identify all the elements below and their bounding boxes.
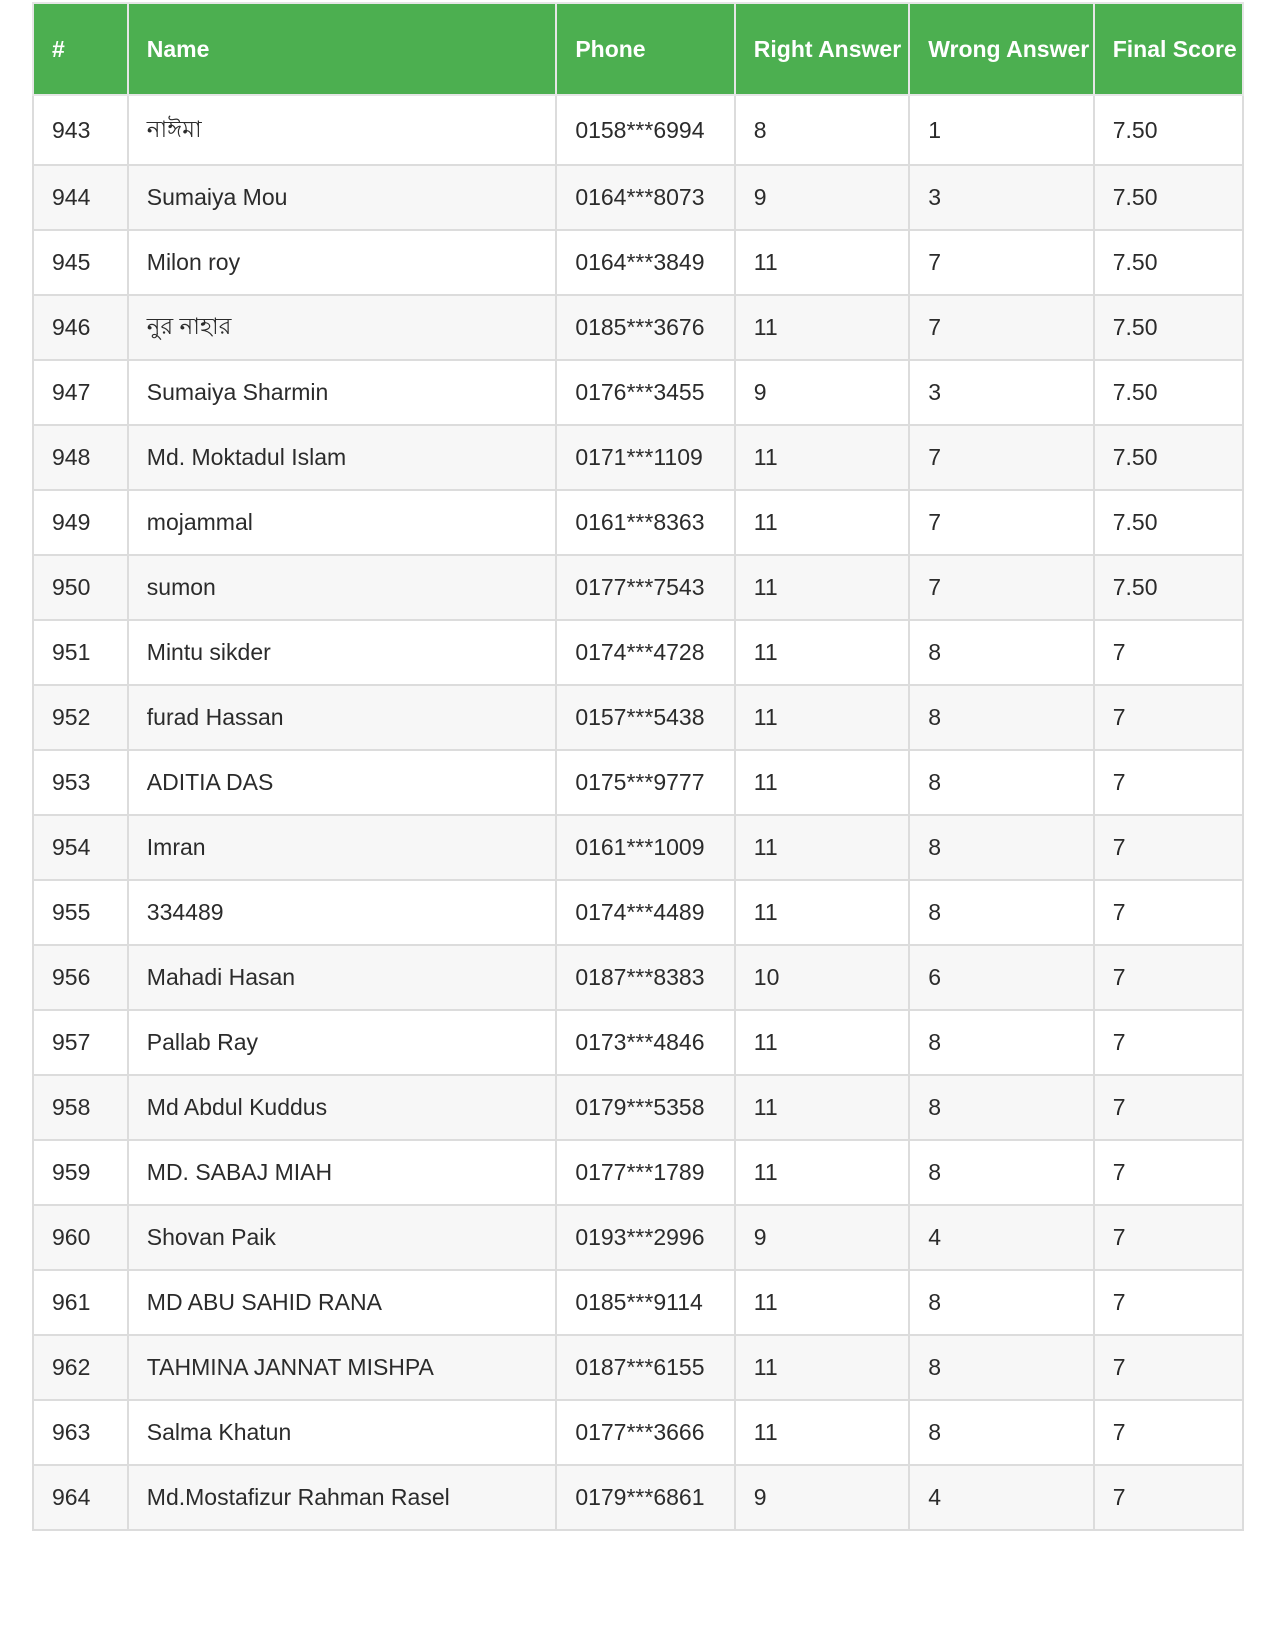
name-cell: furad Hassan	[128, 685, 557, 750]
table-row	[33, 620, 1243, 685]
phone-cell: 0177***3666	[556, 1400, 734, 1465]
rank-cell: 955	[33, 880, 128, 945]
table-row	[33, 685, 1243, 750]
right-answer-cell: 11	[735, 815, 909, 880]
table-row	[33, 95, 1243, 165]
final-score-cell: 7.50	[1094, 555, 1243, 620]
name-cell: Md.Mostafizur Rahman Rasel	[128, 1465, 557, 1530]
final-score-cell: 7.50	[1094, 165, 1243, 230]
table-row	[33, 295, 1243, 360]
phone-cell: 0185***3676	[556, 295, 734, 360]
rank-cell: 961	[33, 1270, 128, 1335]
rank-cell: 952	[33, 685, 128, 750]
final-score-cell: 7	[1094, 1465, 1243, 1530]
phone-cell: 0161***1009	[556, 815, 734, 880]
table-header	[33, 3, 1243, 95]
rank-cell: 964	[33, 1465, 128, 1530]
final-score-cell: 7.50	[1094, 425, 1243, 490]
phone-cell: 0176***3455	[556, 360, 734, 425]
name-cell: Milon roy	[128, 230, 557, 295]
final-score-cell: 7.50	[1094, 95, 1243, 165]
right-answer-cell: 11	[735, 750, 909, 815]
wrong-answer-cell: 4	[909, 1205, 1094, 1270]
table-row	[33, 425, 1243, 490]
rank-cell: 945	[33, 230, 128, 295]
name-cell: mojammal	[128, 490, 557, 555]
wrong-answer-cell: 8	[909, 815, 1094, 880]
rank-cell: 957	[33, 1010, 128, 1075]
rank-cell: 959	[33, 1140, 128, 1205]
table-row	[33, 1335, 1243, 1400]
right-answer-cell: 11	[735, 555, 909, 620]
rank-cell: 956	[33, 945, 128, 1010]
phone-cell: 0179***5358	[556, 1075, 734, 1140]
right-answer-cell: 11	[735, 1075, 909, 1140]
phone-cell: 0193***2996	[556, 1205, 734, 1270]
table-row	[33, 555, 1243, 620]
right-answer-cell: 11	[735, 295, 909, 360]
wrong-answer-cell: 8	[909, 750, 1094, 815]
rank-cell: 949	[33, 490, 128, 555]
final-score-cell: 7	[1094, 1075, 1243, 1140]
phone-cell: 0177***7543	[556, 555, 734, 620]
rank-cell: 946	[33, 295, 128, 360]
name-cell: Pallab Ray	[128, 1010, 557, 1075]
phone-cell: 0161***8363	[556, 490, 734, 555]
rank-cell: 944	[33, 165, 128, 230]
wrong-answer-cell: 7	[909, 425, 1094, 490]
rank-cell: 954	[33, 815, 128, 880]
table-row	[33, 1010, 1243, 1075]
right-answer-cell: 11	[735, 880, 909, 945]
name-cell: ADITIA DAS	[128, 750, 557, 815]
phone-cell: 0185***9114	[556, 1270, 734, 1335]
phone-cell: 0175***9777	[556, 750, 734, 815]
wrong-answer-cell: 3	[909, 165, 1094, 230]
rank-cell: 953	[33, 750, 128, 815]
name-cell: sumon	[128, 555, 557, 620]
right-answer-cell: 11	[735, 1270, 909, 1335]
results-table	[32, 2, 1244, 1531]
table-row	[33, 1075, 1243, 1140]
right-answer-cell: 11	[735, 425, 909, 490]
right-answer-cell: 8	[735, 95, 909, 165]
final-score-cell: 7	[1094, 1335, 1243, 1400]
phone-cell: 0173***4846	[556, 1010, 734, 1075]
name-cell: নুর নাহার	[128, 295, 557, 360]
right-answer-cell: 11	[735, 685, 909, 750]
right-answer-cell: 11	[735, 1140, 909, 1205]
table-row	[33, 1205, 1243, 1270]
right-answer-cell: 11	[735, 620, 909, 685]
phone-cell: 0179***6861	[556, 1465, 734, 1530]
right-answer-cell: 11	[735, 1010, 909, 1075]
name-cell: Shovan Paik	[128, 1205, 557, 1270]
column-header-name: Name	[128, 3, 557, 95]
final-score-cell: 7	[1094, 1400, 1243, 1465]
name-cell: Sumaiya Mou	[128, 165, 557, 230]
final-score-cell: 7	[1094, 815, 1243, 880]
table-row	[33, 880, 1243, 945]
right-answer-cell: 11	[735, 1335, 909, 1400]
name-cell: নাঈমা	[128, 95, 557, 165]
rank-cell: 951	[33, 620, 128, 685]
column-header-final-score: Final Score	[1094, 3, 1243, 95]
wrong-answer-cell: 3	[909, 360, 1094, 425]
name-cell: Imran	[128, 815, 557, 880]
wrong-answer-cell: 7	[909, 230, 1094, 295]
wrong-answer-cell: 8	[909, 1400, 1094, 1465]
name-cell: Sumaiya Sharmin	[128, 360, 557, 425]
column-header-right-answer: Right Answer	[735, 3, 909, 95]
table-row	[33, 750, 1243, 815]
right-answer-cell: 11	[735, 1400, 909, 1465]
right-answer-cell: 11	[735, 490, 909, 555]
name-cell: Md Abdul Kuddus	[128, 1075, 557, 1140]
final-score-cell: 7	[1094, 1010, 1243, 1075]
phone-cell: 0174***4728	[556, 620, 734, 685]
table-row	[33, 230, 1243, 295]
wrong-answer-cell: 8	[909, 1075, 1094, 1140]
table-row	[33, 360, 1243, 425]
table-row	[33, 1140, 1243, 1205]
phone-cell: 0177***1789	[556, 1140, 734, 1205]
final-score-cell: 7	[1094, 750, 1243, 815]
wrong-answer-cell: 8	[909, 1140, 1094, 1205]
name-cell: Mahadi Hasan	[128, 945, 557, 1010]
phone-cell: 0187***8383	[556, 945, 734, 1010]
final-score-cell: 7	[1094, 685, 1243, 750]
final-score-cell: 7	[1094, 1140, 1243, 1205]
right-answer-cell: 10	[735, 945, 909, 1010]
right-answer-cell: 11	[735, 230, 909, 295]
wrong-answer-cell: 8	[909, 620, 1094, 685]
final-score-cell: 7.50	[1094, 490, 1243, 555]
wrong-answer-cell: 1	[909, 95, 1094, 165]
final-score-cell: 7	[1094, 1205, 1243, 1270]
phone-cell: 0164***8073	[556, 165, 734, 230]
column-header-phone: Phone	[556, 3, 734, 95]
phone-cell: 0171***1109	[556, 425, 734, 490]
wrong-answer-cell: 8	[909, 880, 1094, 945]
rank-cell: 960	[33, 1205, 128, 1270]
final-score-cell: 7	[1094, 880, 1243, 945]
rank-cell: 947	[33, 360, 128, 425]
table-row	[33, 165, 1243, 230]
right-answer-cell: 9	[735, 1205, 909, 1270]
table-row	[33, 1465, 1243, 1530]
name-cell: Md. Moktadul Islam	[128, 425, 557, 490]
table-row	[33, 945, 1243, 1010]
final-score-cell: 7.50	[1094, 360, 1243, 425]
name-cell: MD ABU SAHID RANA	[128, 1270, 557, 1335]
table-row	[33, 1270, 1243, 1335]
final-score-cell: 7	[1094, 620, 1243, 685]
column-header-wrong-answer: Wrong Answer	[909, 3, 1094, 95]
phone-cell: 0174***4489	[556, 880, 734, 945]
rank-cell: 948	[33, 425, 128, 490]
table-row	[33, 815, 1243, 880]
name-cell: TAHMINA JANNAT MISHPA	[128, 1335, 557, 1400]
wrong-answer-cell: 7	[909, 490, 1094, 555]
wrong-answer-cell: 4	[909, 1465, 1094, 1530]
phone-cell: 0157***5438	[556, 685, 734, 750]
final-score-cell: 7	[1094, 945, 1243, 1010]
rank-cell: 958	[33, 1075, 128, 1140]
name-cell: Mintu sikder	[128, 620, 557, 685]
right-answer-cell: 9	[735, 165, 909, 230]
phone-cell: 0164***3849	[556, 230, 734, 295]
wrong-answer-cell: 7	[909, 555, 1094, 620]
phone-cell: 0158***6994	[556, 95, 734, 165]
rank-cell: 962	[33, 1335, 128, 1400]
wrong-answer-cell: 8	[909, 1270, 1094, 1335]
right-answer-cell: 9	[735, 1465, 909, 1530]
table-body	[33, 95, 1243, 1530]
rank-cell: 963	[33, 1400, 128, 1465]
header-row	[33, 3, 1243, 95]
name-cell: 334489	[128, 880, 557, 945]
wrong-answer-cell: 7	[909, 295, 1094, 360]
column-header-number: #	[33, 3, 128, 95]
rank-cell: 950	[33, 555, 128, 620]
wrong-answer-cell: 8	[909, 1010, 1094, 1075]
name-cell: Salma Khatun	[128, 1400, 557, 1465]
wrong-answer-cell: 8	[909, 1335, 1094, 1400]
final-score-cell: 7.50	[1094, 230, 1243, 295]
phone-cell: 0187***6155	[556, 1335, 734, 1400]
final-score-cell: 7.50	[1094, 295, 1243, 360]
final-score-cell: 7	[1094, 1270, 1243, 1335]
wrong-answer-cell: 8	[909, 685, 1094, 750]
name-cell: MD. SABAJ MIAH	[128, 1140, 557, 1205]
rank-cell: 943	[33, 95, 128, 165]
wrong-answer-cell: 6	[909, 945, 1094, 1010]
table-row	[33, 490, 1243, 555]
right-answer-cell: 9	[735, 360, 909, 425]
table-row	[33, 1400, 1243, 1465]
